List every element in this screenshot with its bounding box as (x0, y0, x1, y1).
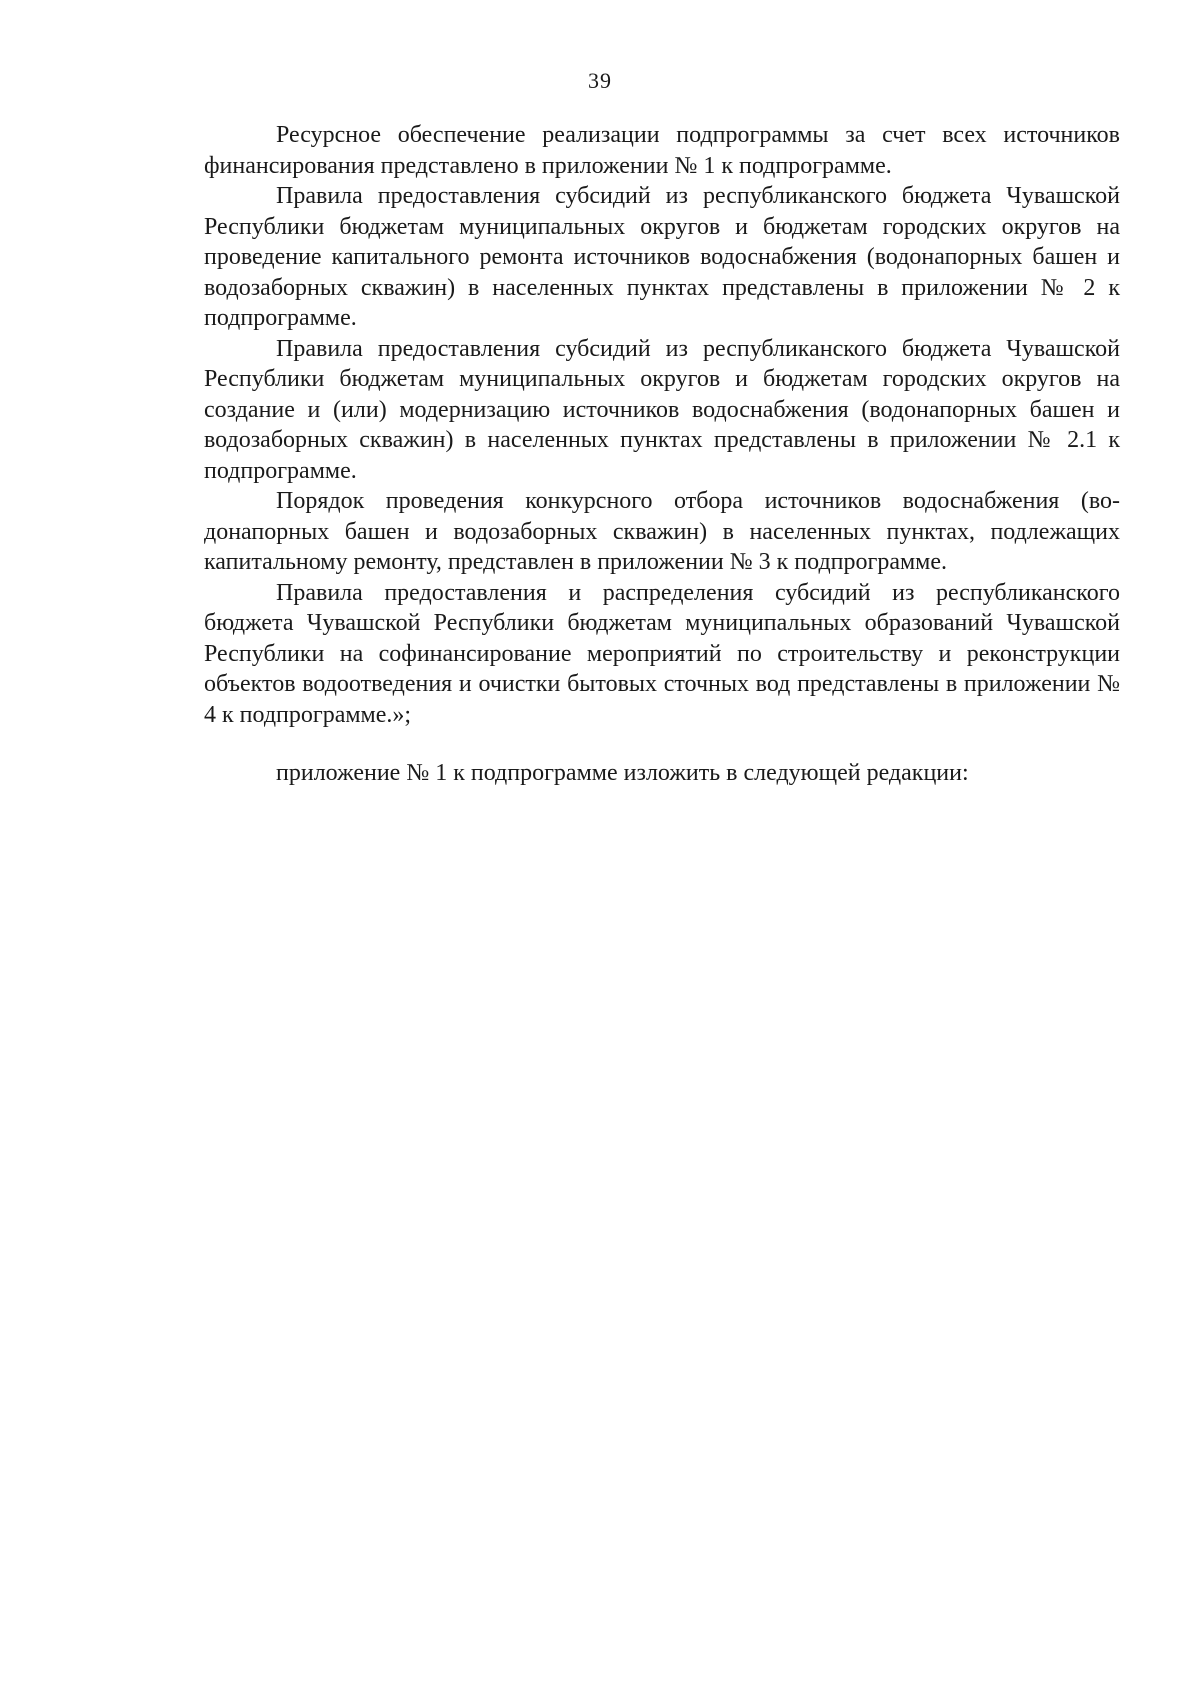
paragraph-rules-modernization-subsidies: Правила предоставления субсидий из республиканского бюджета Чувашской Республики бюджетам муниципальных округов и бюджетам городских округов на создание и (или) модернизацию источников водоснабжения (водонапорных башен и водозаборных скважин) в населенных пунктах представлены в приложении № 2.1 к подпрограмме. (204, 335, 1120, 484)
paragraph-appendix-instruction: приложение № 1 к подпрограмме изложить в следующей редакции: (276, 760, 969, 786)
paragraph-rules-sewerage-subsidies: Правила предоставления и распределения субсидий из республиканского бюджета Чувашской Республики бюджетам муниципальных образований Чувашской Республики на софинансирование мероприятий по строительству и реконструкции объектов водоотведения и очистки бытовых сточных вод представлены в приложении № 4 к подпрограмме.»; (204, 579, 1120, 728)
paragraph-resource-provision: Ресурсное обеспечение реализации подпрограммы за счет всех источников финансирования представлено в приложении № 1 к подпрограмме. (204, 122, 1120, 179)
paragraph-competitive-selection-procedure: Порядок проведения конкурсного отбора источников водоснабжения (водонапорных башен и водозаборных скважин) в населенных пунктах, подлежащих капитальному ремонту, представлен в приложении № 3 к подпрограмме. (204, 488, 1120, 575)
page-number: 39 (588, 68, 612, 93)
document-body (204, 120, 1120, 789)
paragraph-rules-capital-repair-subsidies: Правила предоставления субсидий из республиканского бюджета Чувашской Республики бюджетам муниципальных округов и бюджетам городских округов на проведение капитального ремонта источников водоснабжения (водонапорных башен и водозаборных скважин) в населенных пунктах представлены в приложении № 2 к подпрограмме. (204, 183, 1120, 331)
